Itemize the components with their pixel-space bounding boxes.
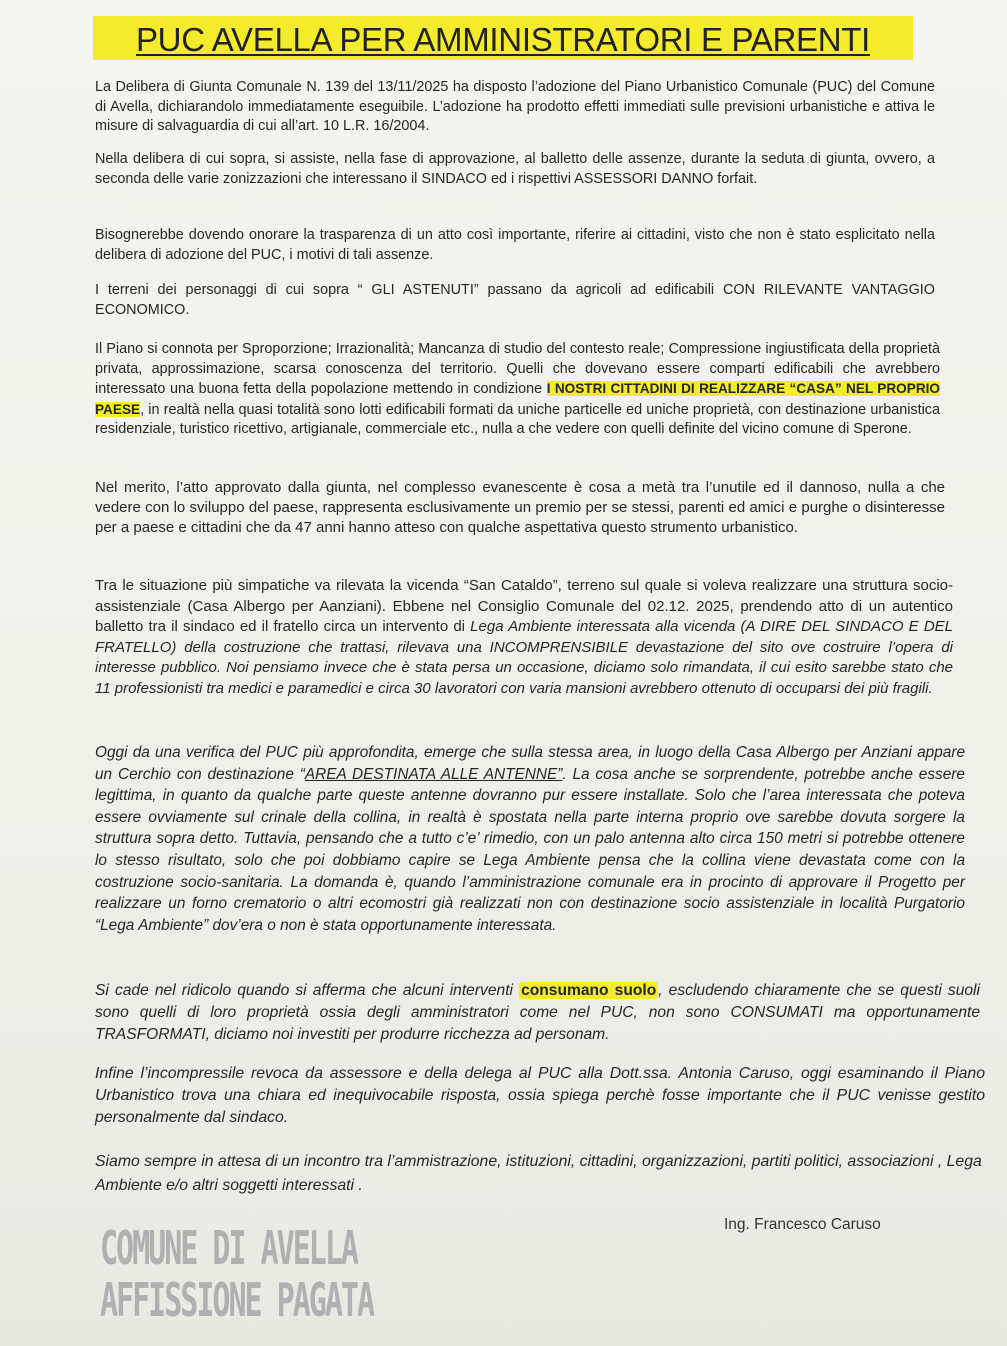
paragraph-antenne-text-b: . La cosa anche se sorprendente, potrebbe anche essere legittima, in quanto da qualche parte queste antenne dovranno pur essere installate. Solo che l’area interessata che poteva essere ovviamente sul crinale della collina, in realtà è spostata nella parte interna proprio ove sarebbe dovuta sorgere la struttura sopra detto. Tuttavia, pensando che a tutto c’e’ rimedio, con un palo antenna alto circa 150 metri si potrebbe ottenere lo stesso risultato, solo che poi dobbiamo capire se Lega Ambiente pensa che la collina viene devastata come con la costruzione socio-sanitaria. La domanda è, quando l’amministrazione comunale era in procinto di approvare il Progetto per realizzare un forno crematorio o altri ecomostri già realizzati non con destinazione socio assistenziale in località Purgatorio “Lega Ambiente” dov’era o non è stata opportunamente interessata. xyxy=(95,765,965,934)
paragraph-antenne xyxy=(95,742,965,936)
paragraph-consumo-text-a: Si cade nel ridicolo quando si afferma che alcuni interventi xyxy=(95,982,520,999)
document-title: PUC AVELLA PER AMMINISTRATORI E PARENTI xyxy=(93,16,913,60)
paragraph-san-cataldo xyxy=(95,576,953,699)
paragraph-revoca: Infine l’incompressile revoca da assessore e della delega al PUC alla Dott.ssa. Antonia Caruso, oggi esaminando il Piano Urbanistico trova una chiara ed inequivocabile risposta, ossia spiega perchè fosse importante che il PUC venisse gestito personalmente dal sindaco. xyxy=(95,1065,985,1126)
paragraph-piano-text-a: Il Piano si connota per Sproporzione; Irrazionalità; Mancanza di studio del contesto reale; Compressione ingiustificata della proprietà privata, approssimazione, scarsa conoscenza del territorio. Quelli che dovevano essere comparti edificabili che avrebbero interessato una buona fetta della popolazione mettendo in condizione xyxy=(95,341,940,397)
highlight-consumano-suolo: consumano suolo xyxy=(521,982,657,999)
paragraph-antenne-text-a: Oggi da una verifica del PUC più approfondita, emerge che sulla stessa area, in luogo della Casa Albergo per Anziani appare un Cerchio con destinazione “ xyxy=(95,744,965,783)
area-antenne-underlined: AREA DESTINATA ALLE ANTENNE” xyxy=(304,765,563,783)
paragraph-piano xyxy=(95,340,940,440)
signature: Ing. Francesco Caruso xyxy=(724,1216,881,1233)
paragraph-delibera: La Delibera di Giunta Comunale N. 139 del 13/11/2025 ha disposto l’adozione del Piano Urbanistico Comunale (PUC) del Comune di Avella, dichiarandolo immediatamente eseguibile. L’adozione ha prodotto effetti immediati sulle previsioni urbanistiche e attiva le misure di salvaguardia di cui all’art. 10 L.R. 16/2004. xyxy=(95,79,935,134)
paragraph-astenuti: I terreni dei personaggi di cui sopra “ GLI ASTENUTI” passano da agricoli ad edificabili CON RILEVANTE VANTAGGIO ECONOMICO. xyxy=(95,282,935,318)
paragraph-assenze: Nella delibera di cui sopra, si assiste, nella fase di approvazione, al balletto delle assenze, durante la seduta di giunta, ovvero, a seconda delle varie zonizzazioni che interessano il SINDACO ed i rispettivi ASSESSORI DANNO forfait. xyxy=(95,151,935,187)
paragraph-san-cataldo-text-a: Tra le situazione più simpatiche va rilevata la vicenda “San Cataldo”, terreno sul quale si voleva realizzare una struttura socio-assistenziale (Casa Albergo per Aanziani). Ebbene nel Consiglio Comunale del 02.12. 2025, prendendo atto di un autentico balletto tra il sindaco ed il fratello circa un intervento di xyxy=(95,577,953,635)
stamp-affissione: AFFISSIONE PAGATA xyxy=(100,1274,374,1329)
stamp-comune: COMUNE DI AVELLA xyxy=(100,1222,357,1277)
paragraph-consumo-text-b: , escludendo chiaramente che se questi suoli sono quelli di loro proprietà ossia degli amministratori come nel PUC, non sono CONSUMATI ma opportunamente TRASFORMATI, diciamo noi investiti per produrre ricchezza ad personam. xyxy=(95,982,980,1043)
paragraph-attesa: Siamo sempre in attesa di un incontro tra l’ammistrazione, istituzioni, cittadini, organizzazioni, partiti politici, associazioni , Lega Ambiente e/o altri soggetti interessati . xyxy=(95,1153,982,1194)
paragraph-piano-text-b: , in realtà nella quasi totalità sono lotti edificabili formati da uniche particelle ed uniche proprietà, con destinazione urbanistica residenziale, turistico ricettivo, artigianale, commerciale etc., nulla a che vedere con quelli definite del vicino comune di Sperone. xyxy=(95,401,940,437)
paragraph-san-cataldo-text-b: Lega Ambiente interessata alla vicenda (A DIRE DEL SINDACO E DEL FRATELLO) della costruzione che trattasi, rilevava una INCOMPRENSIBILE devastazione del sito ove costruire l’opera di interesse pubblico. Noi pensiamo invece che è stata persa un occasione, diciamo solo rimandata, il cui esito sarebbe stato che 11 professionisti tra medici e paramedici e circa 30 lavoratori con varia mansioni avrebbero ottenuto di occuparsi dei più fragili. xyxy=(95,618,953,697)
paragraph-consumo-suolo xyxy=(95,980,980,1046)
paragraph-trasparenza: Bisognerebbe dovendo onorare la trasparenza di un atto così importante, riferire ai cittadini, visto che non è stato esplicitato nella delibera di adozione del PUC, i motivi di tali assenze. xyxy=(95,227,935,263)
highlight-cittadini-casa: I NOSTRI CITTADINI DI REALIZZARE “CASA” NEL PROPRIO PAESE xyxy=(95,381,940,417)
paragraph-merito: Nel merito, l’atto approvato dalla giunta, nel complesso evanescente è cosa a metà tra l’unutile ed il dannoso, nulla a che vedere con lo sviluppo del paese, rappresenta esclusivamente un premio per se stessi, parenti ed amici e purghe o disinteresse per a paese e cittadini che da 47 anni hanno atteso con qualche aspettativa questo strumento urbanistico. xyxy=(95,479,945,536)
